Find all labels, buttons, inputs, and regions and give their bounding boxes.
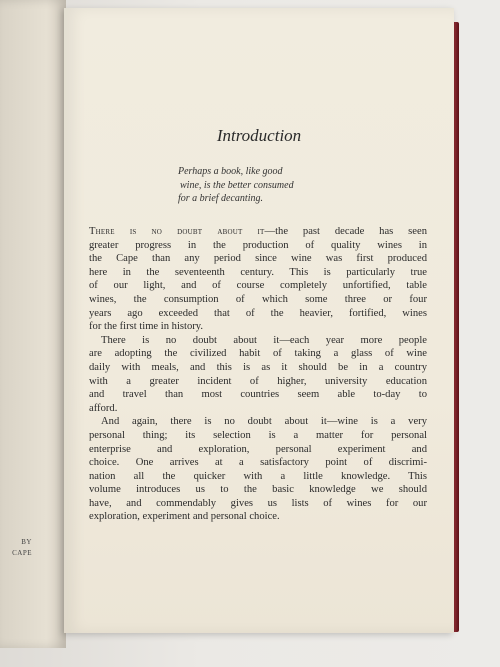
- epigraph-line: wine, is the better consumed: [180, 179, 294, 191]
- paragraph-line: for the first time in history.: [89, 321, 204, 333]
- paragraph-line: daily with meals, and this is as it should be in a country: [89, 361, 427, 373]
- epigraph-line: Perhaps a book, like good: [178, 166, 283, 177]
- left-fragment-line: BY: [21, 538, 32, 546]
- paragraph-line: And again, there is no doubt about it—wine is a very: [101, 416, 427, 428]
- paragraph-3: [89, 415, 427, 524]
- paragraph-line: afford.: [89, 402, 118, 414]
- left-page: [0, 0, 66, 648]
- left-page-text-fragment: [2, 537, 32, 559]
- paragraph-line: with a greater incident of higher, university education: [89, 375, 427, 387]
- paragraph-line: are adopting the civilized habit of taking a glass of wine: [89, 348, 427, 360]
- paragraph-line: wines, the consumption of which some three or four: [89, 293, 427, 305]
- paragraph-line: exploration, experiment and personal choice.: [89, 511, 280, 523]
- body-text: [89, 225, 427, 524]
- page-title: Introduction: [216, 126, 302, 145]
- left-fragment-line: CAPE: [12, 549, 32, 557]
- paragraph-line: the Cape than any period since wine was first produced: [89, 253, 427, 265]
- paragraph-line: nation all the quicker with a little knowledge. This: [89, 470, 427, 482]
- paragraph-line: volume introduces us to the basic knowledge we should: [89, 484, 427, 496]
- paragraph-line: There is no doubt about it—each year more people: [101, 334, 427, 346]
- paragraph-line: and travel than most countries seem able to-day to: [89, 389, 427, 401]
- right-page: [64, 8, 454, 633]
- paragraph-line: [89, 225, 427, 239]
- paragraph-line: years ago exceeded that of the heavier, fortified, wines: [89, 307, 427, 319]
- paragraph-line: enterprise and exploration, personal experiment and: [89, 443, 427, 455]
- paragraph-2: [89, 334, 427, 416]
- paragraph-line: choice. One arrives at a satisfactory point of discrimi-: [89, 457, 427, 469]
- paragraph-line: greater progress in the production of quality wines in: [89, 239, 427, 251]
- paragraph-line: personal thing; its selection is a matter for personal: [89, 429, 427, 441]
- epigraph-line: for a brief decanting.: [178, 193, 263, 204]
- paragraph-line: of our light, and of course completely unfortified, table: [89, 280, 427, 292]
- paragraph-line: have, and commendably gives us lists of wines for our: [89, 497, 427, 509]
- lead-in-small-caps: There is no doubt about it: [89, 226, 265, 237]
- paragraph-line-rest: —the past decade has seen: [264, 226, 427, 237]
- paragraph-1: [89, 225, 427, 334]
- paragraph-line: here in the seventeenth century. This is particularly true: [89, 266, 427, 278]
- epigraph: [178, 165, 294, 206]
